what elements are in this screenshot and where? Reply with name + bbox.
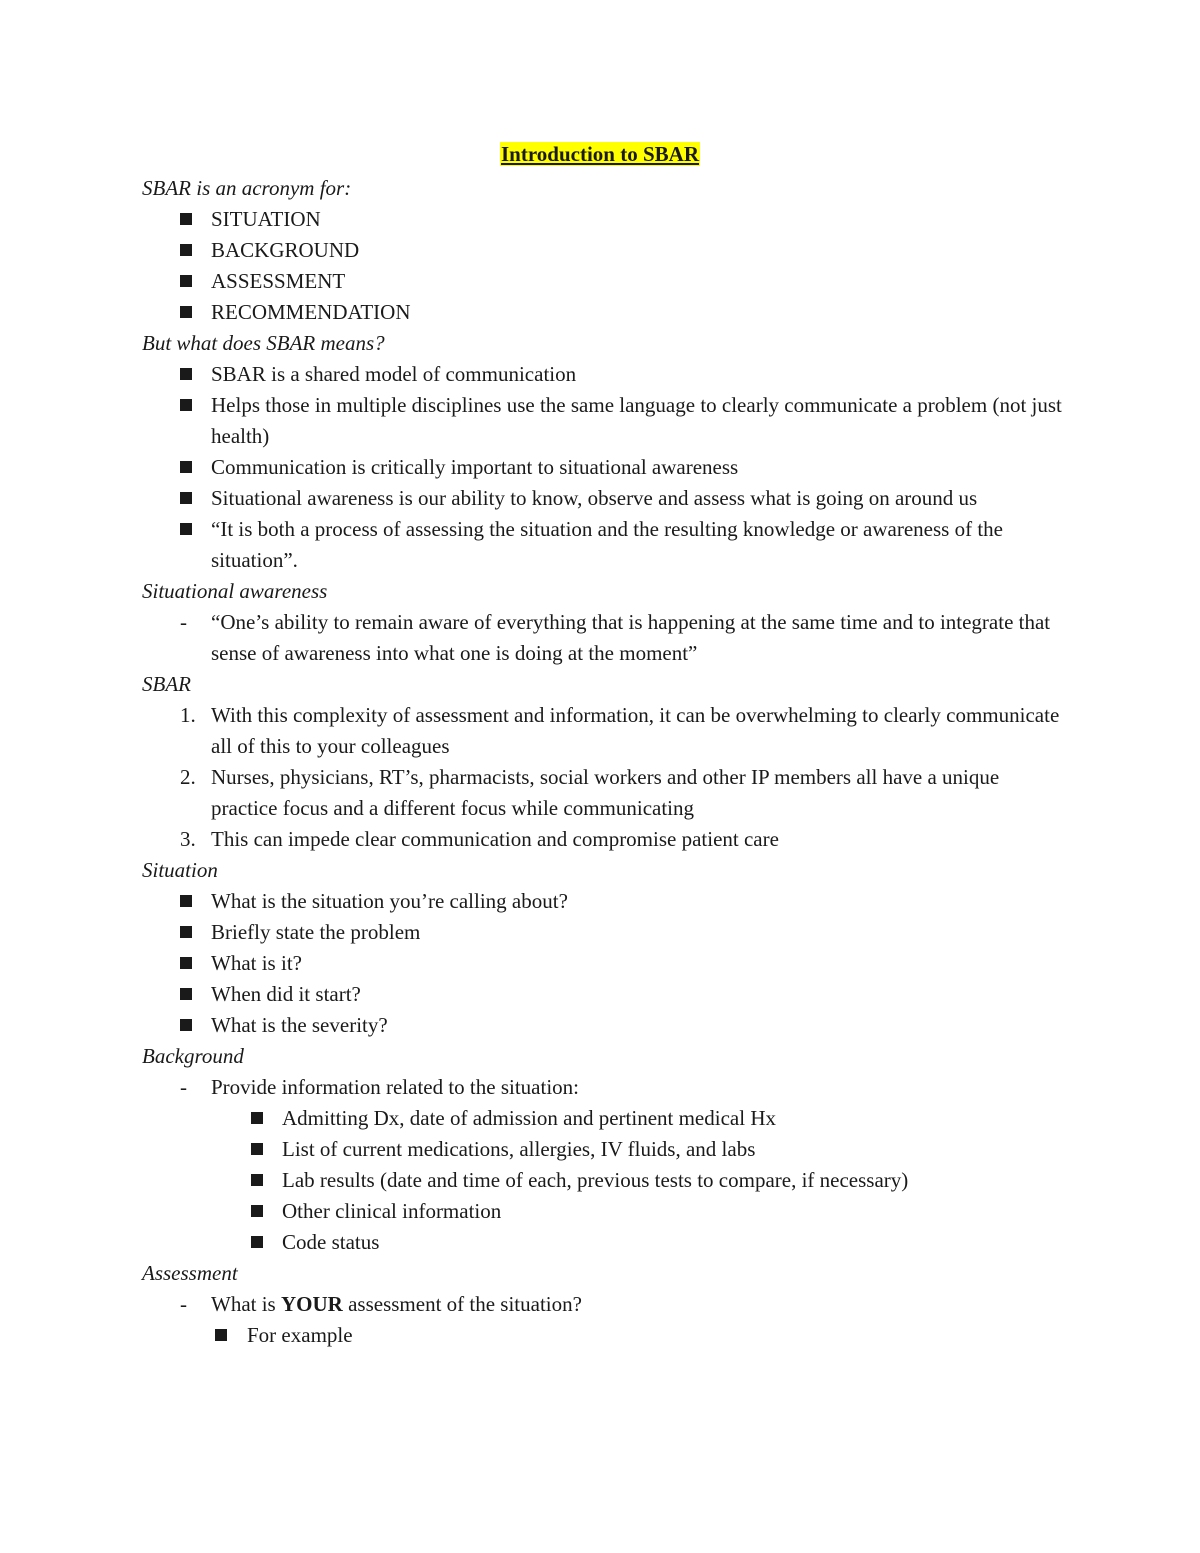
- meaning-list: [142, 359, 1062, 576]
- square-bullet-icon: [180, 926, 192, 938]
- square-bullet-icon: [180, 213, 192, 225]
- background-heading: Background: [142, 1044, 244, 1068]
- list-item: SITUATION: [142, 204, 1062, 235]
- emphasis-your: YOUR: [280, 1292, 343, 1316]
- sbar-numbered-list: [142, 700, 1062, 855]
- square-bullet-icon: [180, 399, 192, 411]
- list-item: Situational awareness is our ability to know, observe and assess what is going on around us: [142, 483, 1062, 514]
- intro-list: [142, 204, 1062, 328]
- list-item: SBAR is a shared model of communication: [142, 359, 1062, 390]
- square-bullet-icon: [180, 306, 192, 318]
- list-item: 2. Nurses, physicians, RT’s, pharmacists, social workers and other IP members all have a unique practice focus and a different focus while communicating: [142, 762, 1062, 824]
- list-item: BACKGROUND: [142, 235, 1062, 266]
- situational-awareness-list: [142, 607, 1062, 669]
- list-item: Other clinical information: [142, 1196, 1062, 1227]
- list-item: Briefly state the problem: [142, 917, 1062, 948]
- square-bullet-icon: [180, 988, 192, 1000]
- list-number: 1.: [180, 703, 196, 727]
- list-item: - Provide information related to the situation:: [142, 1072, 1062, 1103]
- square-bullet-icon: [180, 1019, 192, 1031]
- square-bullet-icon: [180, 492, 192, 504]
- document-body: [142, 173, 1062, 1351]
- square-bullet-icon: [180, 895, 192, 907]
- meaning-heading: But what does SBAR means?: [142, 331, 385, 355]
- dash-bullet: -: [180, 1292, 187, 1316]
- list-item: ASSESSMENT: [142, 266, 1062, 297]
- square-bullet-icon: [251, 1143, 263, 1155]
- square-bullet-icon: [180, 957, 192, 969]
- situation-heading: Situation: [142, 858, 218, 882]
- intro-heading: SBAR is an acronym for:: [142, 176, 352, 200]
- list-item: Admitting Dx, date of admission and pertinent medical Hx: [142, 1103, 1062, 1134]
- sbar-heading: SBAR: [142, 672, 191, 696]
- list-item: What is the severity?: [142, 1010, 1062, 1041]
- dash-bullet: -: [180, 610, 187, 634]
- list-item: What is the situation you’re calling about?: [142, 886, 1062, 917]
- list-item: - What is YOUR assessment of the situation?: [142, 1289, 1062, 1320]
- square-bullet-icon: [180, 523, 192, 535]
- list-item: Communication is critically important to situational awareness: [142, 452, 1062, 483]
- list-item: 3. This can impede clear communication and compromise patient care: [142, 824, 1062, 855]
- square-bullet-icon: [180, 244, 192, 256]
- square-bullet-icon: [180, 275, 192, 287]
- list-number: 3.: [180, 827, 196, 851]
- list-item: List of current medications, allergies, IV fluids, and labs: [142, 1134, 1062, 1165]
- list-item: Helps those in multiple disciplines use the same language to clearly communicate a problem (not just health): [142, 390, 1062, 452]
- square-bullet-icon: [180, 368, 192, 380]
- list-item: - “One’s ability to remain aware of everything that is happening at the same time and to integrate that sense of awareness into what one is doing at the moment”: [142, 607, 1062, 669]
- list-number: 2.: [180, 765, 196, 789]
- square-bullet-icon: [251, 1236, 263, 1248]
- dash-bullet: -: [180, 1075, 187, 1099]
- list-item: Lab results (date and time of each, previous tests to compare, if necessary): [142, 1165, 1062, 1196]
- situational-awareness-heading: Situational awareness: [142, 579, 328, 603]
- situation-list: [142, 886, 1062, 1041]
- list-item: Code status: [142, 1227, 1062, 1258]
- square-bullet-icon: [251, 1112, 263, 1124]
- list-item: For example: [142, 1320, 1062, 1351]
- page-title: Introduction to SBAR: [501, 142, 699, 166]
- square-bullet-icon: [180, 461, 192, 473]
- background-list: [142, 1072, 1062, 1103]
- square-bullet-icon: [215, 1329, 227, 1341]
- list-item: What is it?: [142, 948, 1062, 979]
- list-item: RECOMMENDATION: [142, 297, 1062, 328]
- assessment-list: [142, 1289, 1062, 1320]
- background-sub-list: [142, 1103, 1062, 1258]
- assessment-sub-list: [142, 1320, 1062, 1351]
- list-item: When did it start?: [142, 979, 1062, 1010]
- assessment-heading: Assessment: [142, 1261, 238, 1285]
- title-container: [0, 142, 1200, 167]
- square-bullet-icon: [251, 1205, 263, 1217]
- list-item: “It is both a process of assessing the situation and the resulting knowledge or awareness of the situation”.: [142, 514, 1062, 576]
- square-bullet-icon: [251, 1174, 263, 1186]
- list-item: 1. With this complexity of assessment and information, it can be overwhelming to clearly communicate all of this to your colleagues: [142, 700, 1062, 762]
